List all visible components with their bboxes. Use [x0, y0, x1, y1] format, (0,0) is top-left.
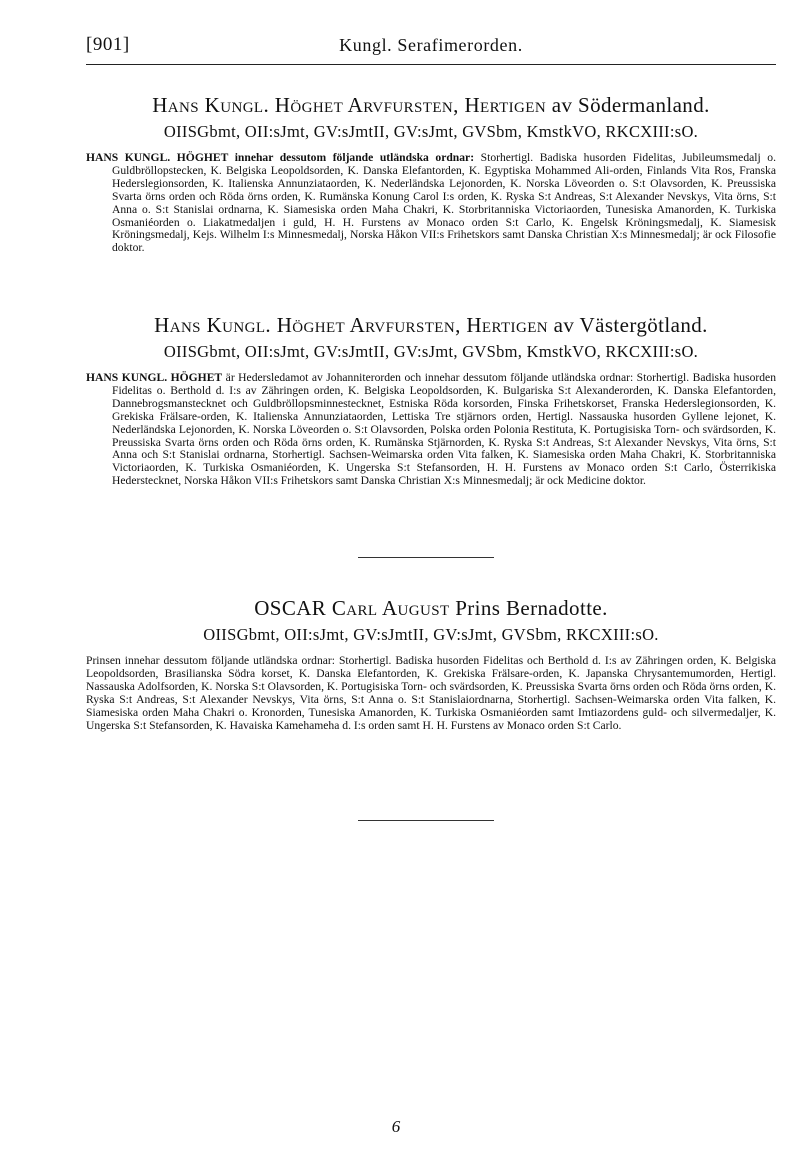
entry-title-prefix: Hans Kungl. Höghet Arvfursten, Hertigen	[152, 93, 547, 117]
section-separator	[358, 557, 494, 558]
entry-body-lead: HANS KUNGL. HÖGHET	[86, 371, 223, 384]
entry-title-place: Västergötland.	[579, 313, 708, 337]
entry-title-place: Prins Bernadotte.	[455, 596, 608, 620]
entry-title-prefix: OSCAR Carl August	[254, 596, 450, 620]
entry-title	[86, 312, 776, 338]
header-rule	[86, 64, 776, 65]
entry-vastergotland	[86, 312, 776, 488]
entry-title-connector: av	[553, 313, 575, 337]
entry-title	[86, 92, 776, 118]
page-number: [901]	[86, 34, 130, 55]
entry-orders: OIISGbmt, OII:sJmt, GV:sJmtII, GV:sJmt, GVSbm, RKCXIII:sO.	[203, 625, 659, 644]
entry-title	[86, 595, 776, 621]
folio: 6	[391, 1117, 401, 1136]
entry-orders: OIISGbmt, OII:sJmt, GV:sJmtII, GV:sJmt, GVSbm, KmstkVO, RKCXIII:sO.	[163, 122, 699, 141]
section-separator	[358, 820, 494, 821]
entry-body-text: är Hedersledamot av Johanniterorden och innehar dessutom följande utländska ordnar: Storhertigl. Badiska husorden Fidelitas o. Berthold d. I:s av Zähringen orden, K. Belgiska Leopoldsorden, K. Bulgariska S:t Alexanderorden, K. Danska Elefantorden, Dannebrogsmanstecknet och Guldbröllopsminnestecknet, Estniska Röda korsorden, Finska Frihetskorset, Franska Hederslegionsorden, K. Grekiska Frälsare-orden, K. Italienska Annunziataorden, Lettiska Tre stjärnors orden, Hertigl. Nassauska husorden Gyllene lejonet, K. Nederländska Lejonorden, K. Norska Löveorden o. S:t Olavsorden, Polska orden Polonia Restituta, K. Portugisiska Torn- och svärdsorden, K. Preussiska Svarta örns orden och Röda örns orden, K. Rumänska Stjärnorden, K. Ryska S:t Andreas, S:t Alexander Nevskys, Vita örns, S:t Anna och S:t Stanislai ordnarna, Storhertigl. Sachsen-Weimarska orden Vita falken, K. Siamesiska orden Maha Chakri, K. Storbritanniska Victoriaorden, K. Turkiska Osmaniéorden, K. Ungerska S:t Stefansorden, H. H. Furstens av Monaco orden S:t Carlo, Österrikiska Hederstecknet, Norska Håkon VII:s Frihetskors samt Danska Christian X:s Minnesmedalj; är ock Medicine doktor.	[112, 371, 777, 488]
entry-prins-bernadotte	[86, 595, 776, 732]
entry-body	[86, 372, 776, 488]
entry-body-text: Prinsen innehar dessutom följande utländska ordnar: Storhertigl. Badiska husorden Fidelitas och Berthold d. I:s av Zähringen orden, K. Belgiska Leopoldsorden, Brasilianska Södra korset, K. Danska Elefantorden, K. Grekiska Frälsare-orden, K. Japanska Chrysantemumorden, Hertigl. Nassauska Adolfsorden, K. Norska S:t Olavsorden, K. Portugisiska Torn- och svärdsorden, K. Preussiska Svarta örns orden och Röda örns orden, K. Ryska S:t Andreas, S:t Alexander Nevskys, Vita örns, S:t Anna o. S:t Stanislaiordnarna, Storhertigl. Sachsen-Weimarska orden Vita falken, K. Siamesiska orden Maha Chakri o. Kronorden, Tunesiska Amanorden, K. Turkiska Osmaniéorden samt Imtiazordens guld- och silvermedaljer, K. Ungerska S:t Stefansorden, K. Havaiska Kamehameha d. I:s orden samt H. H. Furstens av Monaco orden S:t Carlo.	[86, 654, 776, 732]
page-header	[86, 34, 776, 64]
entry-title-connector: av	[551, 93, 573, 117]
entry-title-place: Södermanland.	[578, 93, 710, 117]
entry-body	[86, 655, 776, 732]
running-head: Kungl. Serafimerorden.	[339, 35, 523, 55]
entry-title-prefix: Hans Kungl. Höghet Arvfursten, Hertigen	[154, 313, 548, 337]
entry-orders: OIISGbmt, OII:sJmt, GV:sJmtII, GV:sJmt, GVSbm, KmstkVO, RKCXIII:sO.	[163, 342, 699, 361]
entry-sodermanland	[86, 92, 776, 255]
entry-body	[86, 152, 776, 255]
entry-body-text: Storhertigl. Badiska husorden Fidelitas, Jubileumsmedalj o. Guldbröllopstecken, K. Belgiska Leopoldsorden, K. Danska Elefantorden, K. Egyptiska Mohammed Ali-orden, Finlands Vita Ros, Franska Hederslegionsorden, K. Italienska Annunziataorden, K. Nederländska Lejonorden, K. Norska Löveorden o. S:t Olavsorden, K. Preussiska Svarta örns orden och Röda örns orden, K. Rumänska Konung Carol I:s orden, K. Ryska S:t Andreas, S:t Alexander Nevskys, Vita örns, S:t Anna o. S:t Stanislai ordnarna, K. Siamesiska orden Maha Chakri, K. Storbritanniska Victoriaorden, Tunesiska Amanorden, K. Turkiska Osmaniéorden o. Liakatmedaljen i guld, H. H. Furstens av Monaco orden S:t Carlo, K. Engelsk Kröningsmedalj, K. Siamesisk Kröningsmedalj, Kejs. Wilhelm I:s Minnesmedalj, Norska Håkon VII:s Frihetskors samt Danska Christian X:s Minnesmedalj; är ock Filosofie doktor.	[112, 151, 776, 255]
entry-body-lead: HANS KUNGL. HÖGHET innehar dessutom följande utländska ordnar:	[86, 151, 475, 164]
